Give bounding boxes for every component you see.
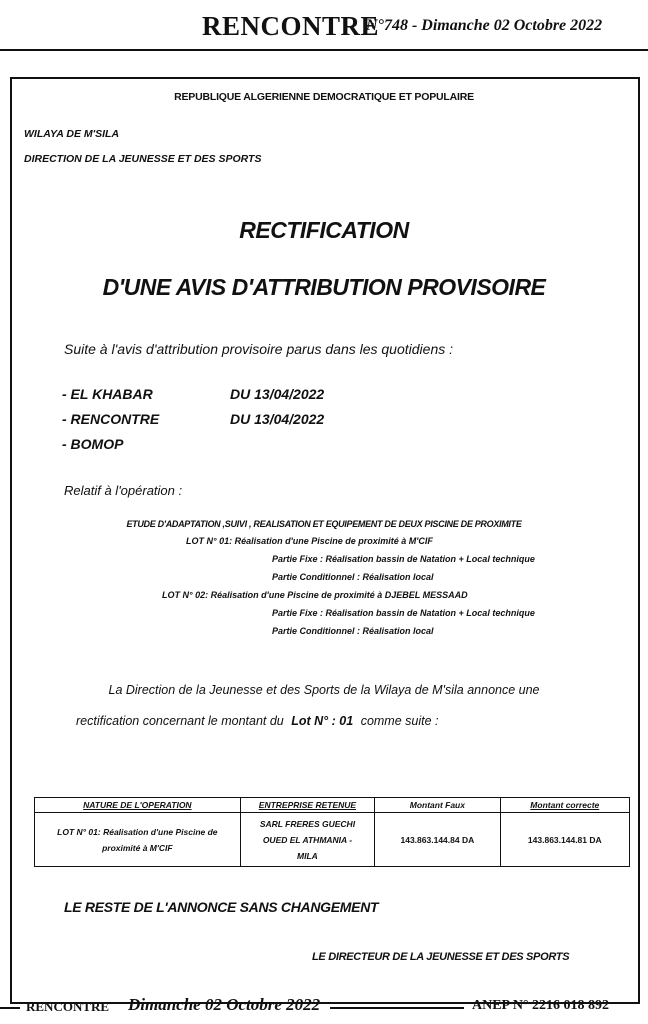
- rest-unchanged: LE RESTE DE L'ANNONCE SANS CHANGEMENT: [64, 899, 379, 915]
- rectification-table: [34, 797, 630, 867]
- announce-line-1: La Direction de la Jeunesse et des Sports de la Wilaya de M'sila annonce une: [108, 683, 540, 697]
- announce-line-2-pre: rectification concernant le montant du: [76, 714, 284, 728]
- cell-entreprise: SARL FRERES GUECHI OUED EL ATHMANIA - MILA: [240, 813, 374, 867]
- footer-logo: RENCONTRE: [26, 999, 110, 1014]
- notice-subtitle: D'UNE AVIS D'ATTRIBUTION PROVISOIRE: [102, 274, 546, 300]
- lot-1-cond: Partie Conditionnel : Réalisation local: [272, 572, 434, 582]
- table-row: [35, 813, 630, 867]
- announce-line-2-post: comme suite :: [360, 714, 439, 728]
- intro-text: Suite à l'avis d'attribution provisoire parus dans les quotidiens :: [64, 341, 454, 357]
- announce-line-2: [76, 714, 439, 728]
- footer-rule-right: [330, 1007, 464, 1009]
- footer-date: Dimanche 02 Octobre 2022: [128, 995, 321, 1014]
- notice-title: RECTIFICATION: [239, 217, 409, 243]
- lot-2-cond: Partie Conditionnel : Réalisation local: [272, 626, 434, 636]
- cell-montant-faux: 143.863.144.84 DA: [375, 813, 500, 867]
- masthead-rule: [0, 49, 648, 51]
- signature: LE DIRECTEUR DE LA JEUNESSE ET DES SPORTS: [312, 951, 570, 963]
- newspaper-name: - RENCONTRE: [62, 411, 160, 427]
- republic-header: REPUBLIQUE ALGERIENNE DEMOCRATIQUE ET POPULAIRE: [174, 91, 474, 103]
- newspaper-name: - EL KHABAR: [62, 386, 153, 402]
- header-entreprise: ENTREPRISE RETENUE: [240, 798, 374, 813]
- table-header-row: [35, 798, 630, 813]
- newspaper-date: DU 13/04/2022: [230, 411, 325, 427]
- operation-title: ETUDE D'ADAPTATION ,SUIVI , REALISATION ET EQUIPEMENT DE DEUX PISCINE DE PROXIMITE: [126, 519, 522, 529]
- announce-lot-ref: Lot N° : 01: [291, 714, 354, 728]
- lot-2-fixe: Partie Fixe : Réalisation bassin de Natation + Local technique: [272, 608, 535, 618]
- newspaper-logo: RENCONTRE: [202, 11, 380, 41]
- footer-rule-left: [0, 1007, 20, 1009]
- cell-montant-correct: 143.863.144.81 DA: [500, 813, 629, 867]
- header-montant-faux: Montant Faux: [375, 798, 500, 813]
- wilaya-label: WILAYA DE M'SILA: [24, 128, 120, 140]
- direction-label: DIRECTION DE LA JEUNESSE ET DES SPORTS: [24, 153, 262, 165]
- issue-info: N°748 - Dimanche 02 Octobre 2022: [366, 17, 603, 34]
- footer-anep: ANEP N° 2216 018 892: [472, 998, 610, 1013]
- newspaper-name: - BOMOP: [62, 436, 124, 452]
- header-nature: NATURE DE L'OPERATION: [35, 798, 241, 813]
- relatif-label: Relatif à l'opération :: [64, 483, 183, 498]
- lot-1-title: LOT N° 01: Réalisation d'une Piscine de proximité à M'CIF: [186, 536, 433, 546]
- newspaper-date: DU 13/04/2022: [230, 386, 325, 402]
- cell-nature: LOT N° 01: Réalisation d'une Piscine de proximité à M'CIF: [35, 813, 241, 867]
- lot-1-fixe: Partie Fixe : Réalisation bassin de Natation + Local technique: [272, 554, 535, 564]
- lot-2-title: LOT N° 02: Réalisation d'une Piscine de proximité à DJEBEL MESSAAD: [162, 590, 468, 600]
- header-montant-correct: Montant correcte: [500, 798, 629, 813]
